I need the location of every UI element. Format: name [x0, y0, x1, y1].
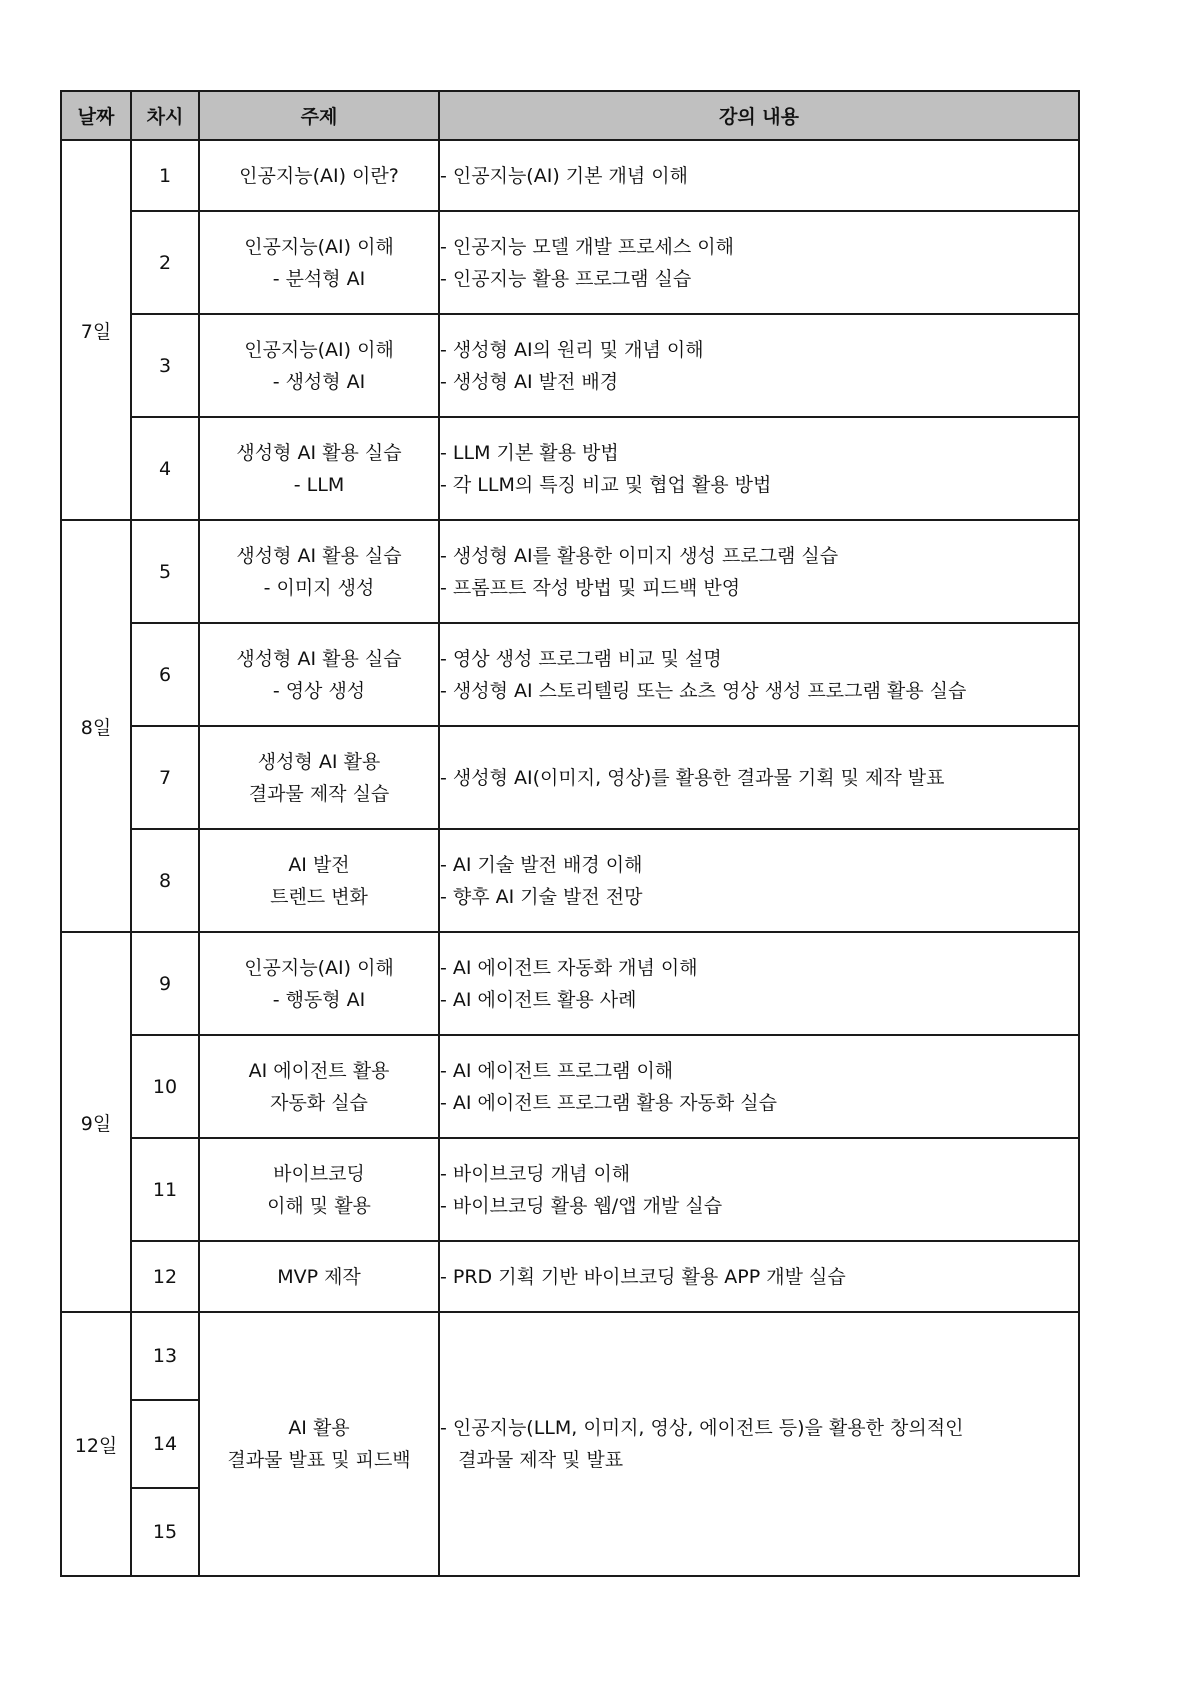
- topic-cell: [199, 1241, 439, 1312]
- content-cell: [439, 623, 1079, 726]
- topic-line: 생성형 AI 활용 실습: [236, 544, 402, 567]
- topic-line: - 영상 생성: [272, 679, 366, 702]
- topic-cell: [199, 520, 439, 623]
- table-row: [61, 1035, 1079, 1138]
- session-cell: 10: [131, 1035, 199, 1138]
- table-row: [61, 829, 1079, 932]
- content-line: - 향후 AI 기술 발전 전망: [440, 885, 643, 908]
- topic-cell: [199, 932, 439, 1035]
- content-line: - 인공지능(AI) 기본 개념 이해: [440, 164, 688, 187]
- content-line: - 생성형 AI 스토리텔링 또는 쇼츠 영상 생성 프로그램 활용 실습: [440, 679, 967, 702]
- content-line: - PRD 기획 기반 바이브코딩 활용 APP 개발 실습: [440, 1265, 846, 1288]
- content-line: - 프롬프트 작성 방법 및 피드백 반영: [440, 576, 741, 599]
- content-cell: [439, 932, 1079, 1035]
- session-cell: 11: [131, 1138, 199, 1241]
- session-cell: 5: [131, 520, 199, 623]
- topic-cell: [199, 1138, 439, 1241]
- session-cell: 15: [131, 1488, 199, 1576]
- table-row: [61, 1138, 1079, 1241]
- header-content: 강의 내용: [439, 91, 1079, 140]
- session-cell: 12: [131, 1241, 199, 1312]
- topic-line: - LLM: [293, 473, 345, 496]
- content-line: - 생성형 AI를 활용한 이미지 생성 프로그램 실습: [440, 544, 839, 567]
- topic-cell: [199, 1312, 439, 1576]
- topic-line: 인공지능(AI) 이해: [244, 956, 394, 979]
- topic-line: 생성형 AI 활용: [257, 750, 381, 773]
- content-cell: [439, 211, 1079, 314]
- topic-line: 인공지능(AI) 이해: [244, 338, 394, 361]
- topic-line: AI 활용: [288, 1417, 350, 1439]
- topic-line: 생성형 AI 활용 실습: [236, 441, 402, 464]
- topic-line: 바이브코딩: [273, 1162, 365, 1185]
- session-cell: 6: [131, 623, 199, 726]
- content-line: - AI 기술 발전 배경 이해: [440, 853, 643, 876]
- content-cell: [439, 726, 1079, 829]
- header-topic: 주제: [199, 91, 439, 140]
- session-cell: 4: [131, 417, 199, 520]
- content-cell: [439, 829, 1079, 932]
- topic-cell: [199, 726, 439, 829]
- content-line: - 인공지능(LLM, 이미지, 영상, 에이전트 등)을 활용한 창의적인: [440, 1417, 964, 1439]
- content-cell: [439, 417, 1079, 520]
- content-line: - AI 에이전트 활용 사례: [440, 988, 637, 1011]
- topic-line: 결과물 발표 및 피드백: [227, 1449, 411, 1471]
- topic-line: - 이미지 생성: [263, 576, 375, 599]
- topic-cell: [199, 417, 439, 520]
- content-line: - AI 에이전트 프로그램 이해: [440, 1059, 674, 1082]
- content-line: - 바이브코딩 활용 웹/앱 개발 실습: [440, 1194, 723, 1217]
- session-cell: 7: [131, 726, 199, 829]
- topic-line: 생성형 AI 활용 실습: [236, 647, 402, 670]
- topic-line: - 행동형 AI: [272, 988, 366, 1011]
- session-cell: 3: [131, 314, 199, 417]
- table-row: [61, 1312, 1079, 1400]
- date-cell: 9일: [61, 932, 131, 1312]
- topic-cell: [199, 623, 439, 726]
- content-line: 결과물 제작 및 발표: [440, 1449, 624, 1471]
- content-cell: [439, 140, 1079, 211]
- session-cell: 1: [131, 140, 199, 211]
- content-cell: [439, 1312, 1079, 1576]
- curriculum-table: [60, 90, 1080, 1577]
- table-row: [61, 1241, 1079, 1312]
- table-row: [61, 211, 1079, 314]
- topic-cell: [199, 1035, 439, 1138]
- topic-line: 트렌드 변화: [270, 885, 368, 908]
- content-line: - AI 에이전트 프로그램 활용 자동화 실습: [440, 1091, 778, 1114]
- topic-line: 인공지능(AI) 이해: [244, 235, 394, 258]
- topic-line: 이해 및 활용: [267, 1194, 371, 1217]
- table-row: [61, 726, 1079, 829]
- date-cell: 8일: [61, 520, 131, 932]
- table-row: [61, 623, 1079, 726]
- topic-cell: [199, 211, 439, 314]
- table-row: [61, 314, 1079, 417]
- content-cell: [439, 314, 1079, 417]
- content-cell: [439, 1138, 1079, 1241]
- table-row: [61, 932, 1079, 1035]
- topic-line: - 생성형 AI: [272, 370, 366, 393]
- session-cell: 13: [131, 1312, 199, 1400]
- table-row: [61, 140, 1079, 211]
- topic-line: 자동화 실습: [270, 1091, 368, 1114]
- header-session: 차시: [131, 91, 199, 140]
- table-row: [61, 520, 1079, 623]
- table-row: [61, 417, 1079, 520]
- session-cell: 14: [131, 1400, 199, 1488]
- header-date: 날짜: [61, 91, 131, 140]
- topic-line: 인공지능(AI) 이란?: [239, 164, 399, 187]
- content-line: - 생성형 AI 발전 배경: [440, 370, 619, 393]
- content-line: - 영상 생성 프로그램 비교 및 설명: [440, 647, 722, 670]
- date-cell: 7일: [61, 140, 131, 520]
- content-line: - AI 에이전트 자동화 개념 이해: [440, 956, 698, 979]
- content-line: - 생성형 AI의 원리 및 개념 이해: [440, 338, 704, 361]
- session-cell: 2: [131, 211, 199, 314]
- topic-cell: [199, 314, 439, 417]
- content-line: - LLM 기본 활용 방법: [440, 441, 619, 464]
- session-cell: 8: [131, 829, 199, 932]
- content-cell: [439, 520, 1079, 623]
- content-line: - 각 LLM의 특징 비교 및 협업 활용 방법: [440, 473, 772, 496]
- topic-line: 결과물 제작 실습: [248, 782, 390, 805]
- content-line: - 인공지능 활용 프로그램 실습: [440, 267, 692, 290]
- header-row: [61, 91, 1079, 140]
- topic-line: AI 에이전트 활용: [248, 1059, 390, 1082]
- content-line: - 생성형 AI(이미지, 영상)를 활용한 결과물 기획 및 제작 발표: [440, 766, 945, 789]
- content-cell: [439, 1241, 1079, 1312]
- session-cell: 9: [131, 932, 199, 1035]
- topic-cell: [199, 829, 439, 932]
- content-line: - 바이브코딩 개념 이해: [440, 1162, 631, 1185]
- topic-line: - 분석형 AI: [272, 267, 366, 290]
- date-cell: 12일: [61, 1312, 131, 1576]
- content-cell: [439, 1035, 1079, 1138]
- topic-line: AI 발전: [288, 853, 350, 876]
- topic-cell: [199, 140, 439, 211]
- topic-line: MVP 제작: [277, 1265, 361, 1288]
- content-line: - 인공지능 모델 개발 프로세스 이해: [440, 235, 735, 258]
